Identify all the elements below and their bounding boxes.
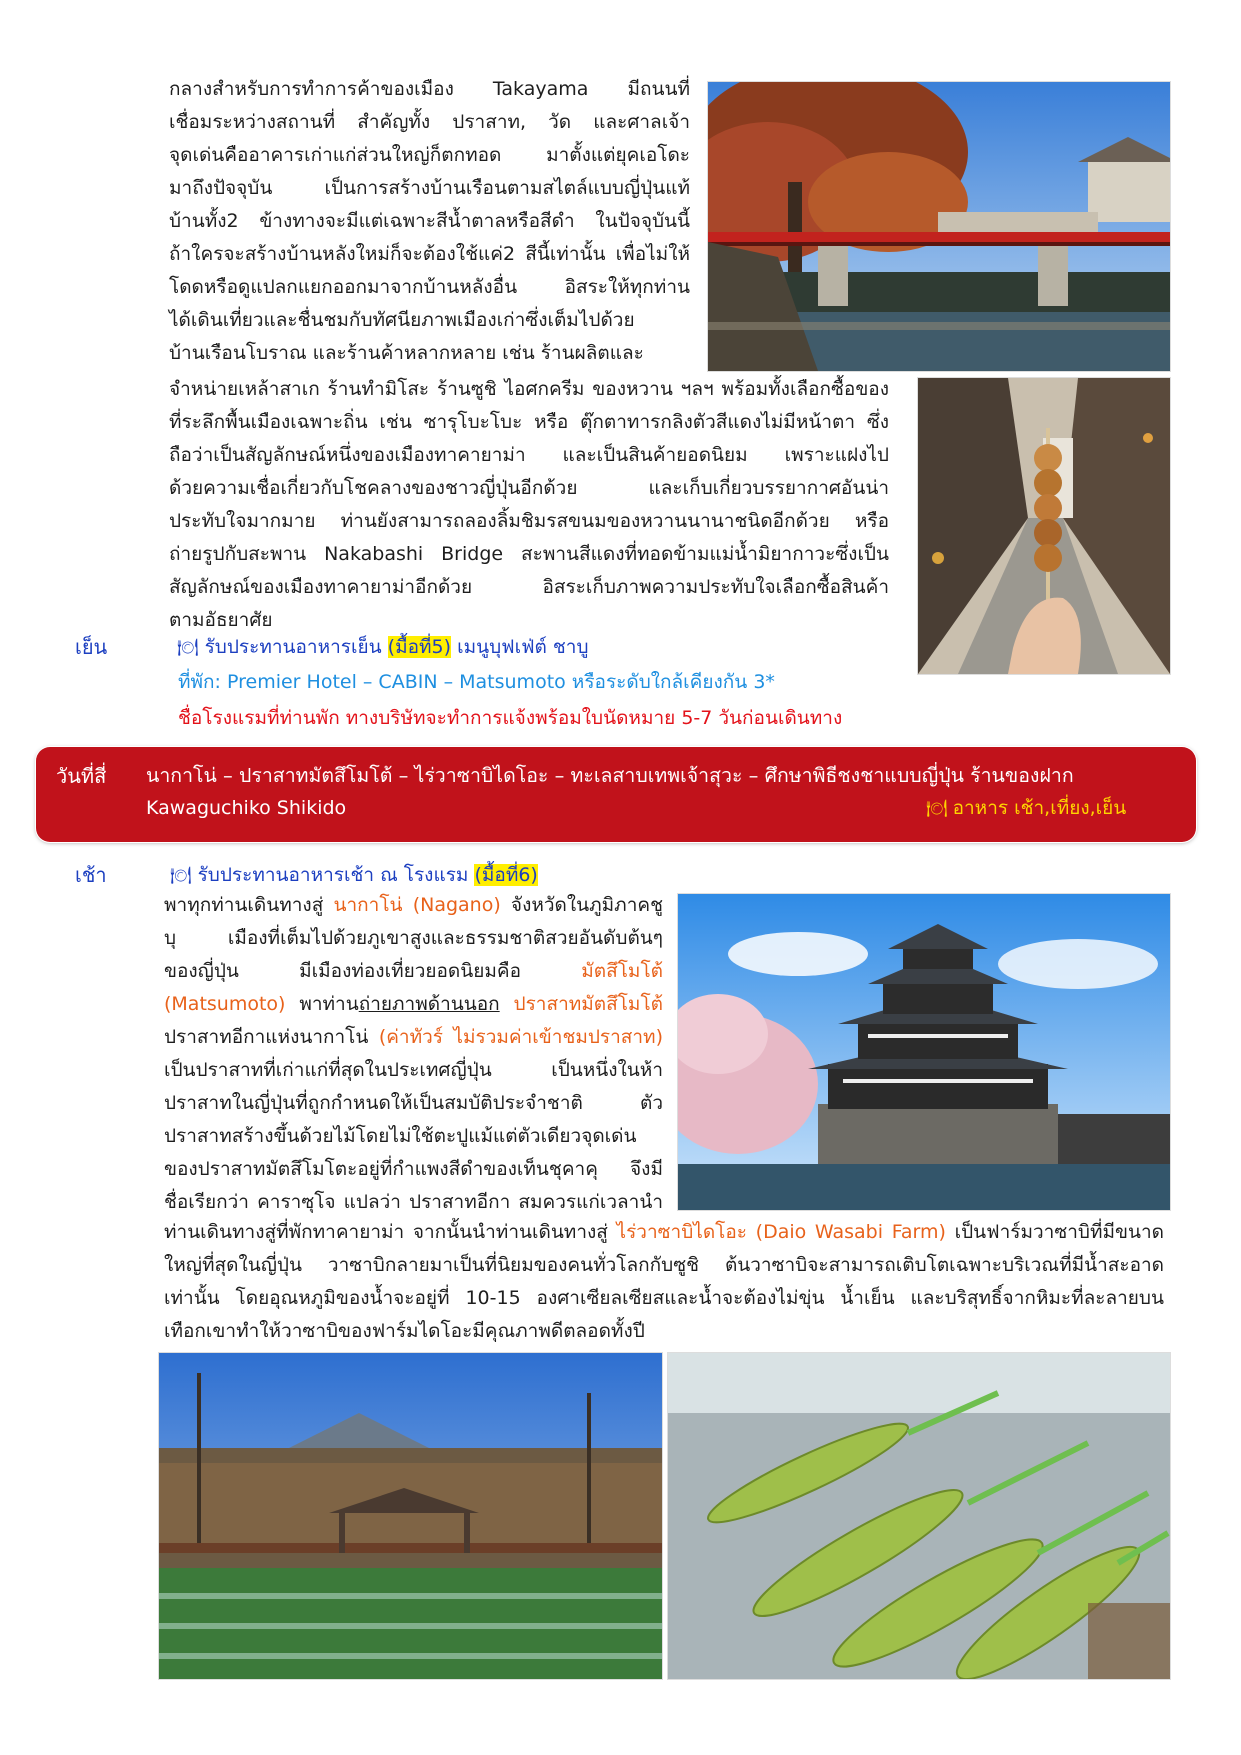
text-line: ถ้าใครจะสร้างบ้านหลังใหม่ก็จะต้องใช้แค่2 สีนี้เท่านั้น เพื่อไม่ให้ (169, 243, 690, 265)
nagano-highlight: นากาโน่ (Nagano) (333, 894, 501, 916)
hotel-info: ที่พัก: Premier Hotel – CABIN – Matsumoto หรือระดับใกล้เคียงกัน 3* (178, 671, 775, 693)
text-line: กลางสำหรับการทำการค้าของเมือง Takayama มีถนนที่ (169, 78, 690, 100)
text-line: (Matsumoto) พาท่านถ่ายภาพด้านนอก ปราสาทมัตสึโมโต้ (164, 993, 663, 1015)
text-line: เป็นปราสาทที่เก่าแก่ที่สุดในประเทศญี่ปุ่น เป็นหนึ่งในห้า (164, 1059, 663, 1081)
text-line: ใหญ่ที่สุดในญี่ปุ่น วาซาบิกลายมาเป็นที่นิยมของคนทั่วโลกกับซูชิ ต้นวาซาบิจะสามารถเติบโตเฉพาะบริเวณที่มีน้ำสะอาด (164, 1254, 1164, 1276)
meals-text: อาหาร เช้า,เที่ยง,เย็น (952, 797, 1127, 819)
text-line: จำหน่ายเหล้าสาเก ร้านทำมิโสะ ร้านซูชิ ไอศกครีม ของหวาน ฯลฯ พร้อมทั้งเลือกซื้อของ (169, 378, 889, 400)
wasabi-farm-photo (158, 1352, 663, 1680)
photo-outside-note: ถ่ายภาพด้านนอก (358, 993, 500, 1015)
text-line: ปราสาทสร้างขึ้นด้วยไม้โดยไม่ใช้ตะปูแม้แต่ตัวเดียวจุดเด่น (164, 1125, 637, 1147)
text-line: ตามอัธยาศัย (169, 609, 273, 631)
dango-street-photo (917, 377, 1171, 675)
day-label: วันที่สี่ (56, 764, 107, 788)
text-line: มาถึงปัจจุบัน เป็นการสร้างบ้านเรือนตามสไตล์แบบญี่ปุ่นแท้ (169, 177, 690, 199)
text-line: ด้วยความเชื่อเกี่ยวกับโชคลางของชาวญี่ปุ่นอีกด้วย และเก็บเกี่ยวบรรยากาศอันน่า (169, 477, 889, 499)
text-line: สัญลักษณ์ของเมืองทาคายาม่าอีกด้วย อิสระเก็บภาพความประทับใจเลือกซื้อสินค้า (169, 576, 889, 598)
route-line-2: Kawaguchiko Shikido (146, 797, 347, 819)
text-line: ถือว่าเป็นสัญลักษณ์หนึ่งของเมืองทาคายาม่า และเป็นสินค้ายอดนิยม เพราะแฝงไป (169, 444, 889, 466)
text-line: ปราสาทอีกาแห่งนากาโน่ (ค่าทัวร์ ไม่รวมค่าเข้าชมปราสาท) (164, 1026, 663, 1048)
day-four-banner (36, 747, 1196, 842)
text-line: เชื่อมระหว่างสถานที่ สำคัญทั้ง ปราสาท, วัด และศาลเจ้า (169, 111, 690, 133)
text-line: โดดหรือดูแปลกแยกออกมาจากบ้านหลังอื่น อิสระให้ทุกท่าน (169, 276, 690, 298)
breakfast-time-label: เช้า (75, 863, 107, 887)
dinner-text: รับประทานอาหารเย็น (204, 636, 388, 658)
text-line: ของปราสาทมัตสึโมโตะอยู่ที่กำแพงสีดำของเท็นชุคาคุ จึงมี (164, 1158, 663, 1180)
hotel-notice: ชื่อโรงแรมที่ท่านพัก ทางบริษัทจะทำการแจ้งพร้อมใบนัดหมาย 5-7 วันก่อนเดินทาง (178, 707, 843, 729)
matsumoto-paragraph (164, 889, 663, 1219)
meal-number-badge: (มื้อที่6) (474, 864, 538, 886)
dinner-line (177, 633, 589, 662)
text-line: เทือกเขาทำให้วาซาบิของฟาร์มไดโอะมีคุณภาพดีตลอดทั้งปี (164, 1320, 645, 1342)
takayama-paragraph (169, 73, 690, 370)
castle-highlight: ปราสาทมัตสึโมโต้ (513, 993, 663, 1015)
breakfast-text: รับประทานอาหารเช้า ณ โรงแรม (197, 864, 475, 886)
text-line: ได้เดินเที่ยวและชื่นชมกับทัศนียภาพเมืองเก่าซึ่งเต็มไปด้วย (169, 309, 635, 331)
matsumoto-castle-photo (677, 893, 1171, 1211)
wasabi-farm-highlight: ไร่วาซาบิไดโอะ (Daio Wasabi Farm) (616, 1221, 946, 1243)
text-line: ท่านเดินทางสู่ที่พักทาคายาม่า จากนั้นนำท่านเดินทางสู่ ไร่วาซาบิไดโอะ (Daio Wasabi Farm) เป็นฟาร์มวาซาบิที่มีขนาด (164, 1221, 1164, 1243)
text-line: ถ่ายรูปกับสะพาน Nakabashi Bridge สะพานสีแดงที่ทอดข้ามแม่น้ำมิยากาวะซึ่งเป็น (169, 543, 889, 565)
dinner-time-label: เย็น (75, 635, 108, 659)
matsumoto-highlight: มัตสึโมโต้ (581, 960, 663, 982)
wasabi-roots-photo (667, 1352, 1171, 1680)
text-line: ชื่อเรียกว่า คาราซุโจ แปลว่า ปราสาทอีกา สมควรแก่เวลานำ (164, 1191, 663, 1213)
meals-summary (926, 793, 1126, 824)
text-line: ปราสาทในญี่ปุ่นที่ถูกกำหนดให้เป็นสมบัติประจำชาติ ตัว (164, 1092, 663, 1114)
text-line: ที่ระลึกพื้นเมืองเฉพาะถิ่น เช่น ซารุโบะโบะ หรือ ตุ๊กตาทารกลิงตัวสีแดงไม่มีหน้าตา ซึ่ง (169, 411, 889, 433)
wasabi-paragraph (164, 1216, 1164, 1348)
breakfast-line (170, 861, 538, 890)
text-line: จุดเด่นคืออาคารเก่าแก่ส่วนใหญ่ก็ตกทอด มาตั้งแต่ยุคเอโดะ (169, 144, 690, 166)
admission-note: (ค่าทัวร์ ไม่รวมค่าเข้าชมปราสาท) (378, 1026, 663, 1048)
dinner-menu: เมนูบุฟเฟ่ต์ ชาบู (451, 636, 589, 658)
text-line: ประทับใจมากมาย ท่านยังสามารถลองลิ้มชิมรสขนมของหวานนานาชนิดอีกด้วย หรือ (169, 510, 889, 532)
plate-icon: 🍽 (170, 866, 192, 886)
text-line: ของญี่ปุ่น มีเมืองท่องเที่ยวยอดนิยมคือ มัตสึโมโต้ (164, 960, 663, 982)
text-line: พาทุกท่านเดินทางสู่ นากาโน่ (Nagano) จังหวัดในภูมิภาคชู (164, 894, 663, 916)
text-line: บ้านเรือนโบราณ และร้านค้าหลากหลาย เช่น ร้านผลิตและ (169, 342, 644, 364)
nakabashi-bridge-photo (707, 81, 1171, 372)
plate-icon: 🍽 (926, 799, 948, 819)
meal-number-badge: (มื้อที่5) (387, 636, 452, 658)
text-line: บุ เมืองที่เต็มไปด้วยภูเขาสูงและธรรมชาติสวยอันดับต้นๆ (164, 927, 663, 949)
plate-icon: 🍽 (177, 638, 199, 658)
route-line-1: นากาโน่ – ปราสาทมัตสึโมโต้ – ไร่วาซาบิไดโอะ – ทะเลสาบเทพเจ้าสุวะ – ศึกษาพิธีชงชาแบบญี่ปุ่น ร้านของฝาก (146, 764, 1074, 787)
text-line: บ้านทั้ง2 ข้างทางจะมีแต่เฉพาะสีน้ำตาลหรือสีดำ ในปัจจุบันนี้ (169, 210, 690, 232)
souvenir-paragraph (169, 373, 889, 637)
text-line: เท่านั้น โดยอุณหภูมิของน้ำจะอยู่ที่ 10-15 องศาเซียลเซียสและน้ำจะต้องไม่ขุ่น น้ำเย็น และบริสุทธิ์จากหิมะที่ละลายบน (164, 1287, 1164, 1309)
